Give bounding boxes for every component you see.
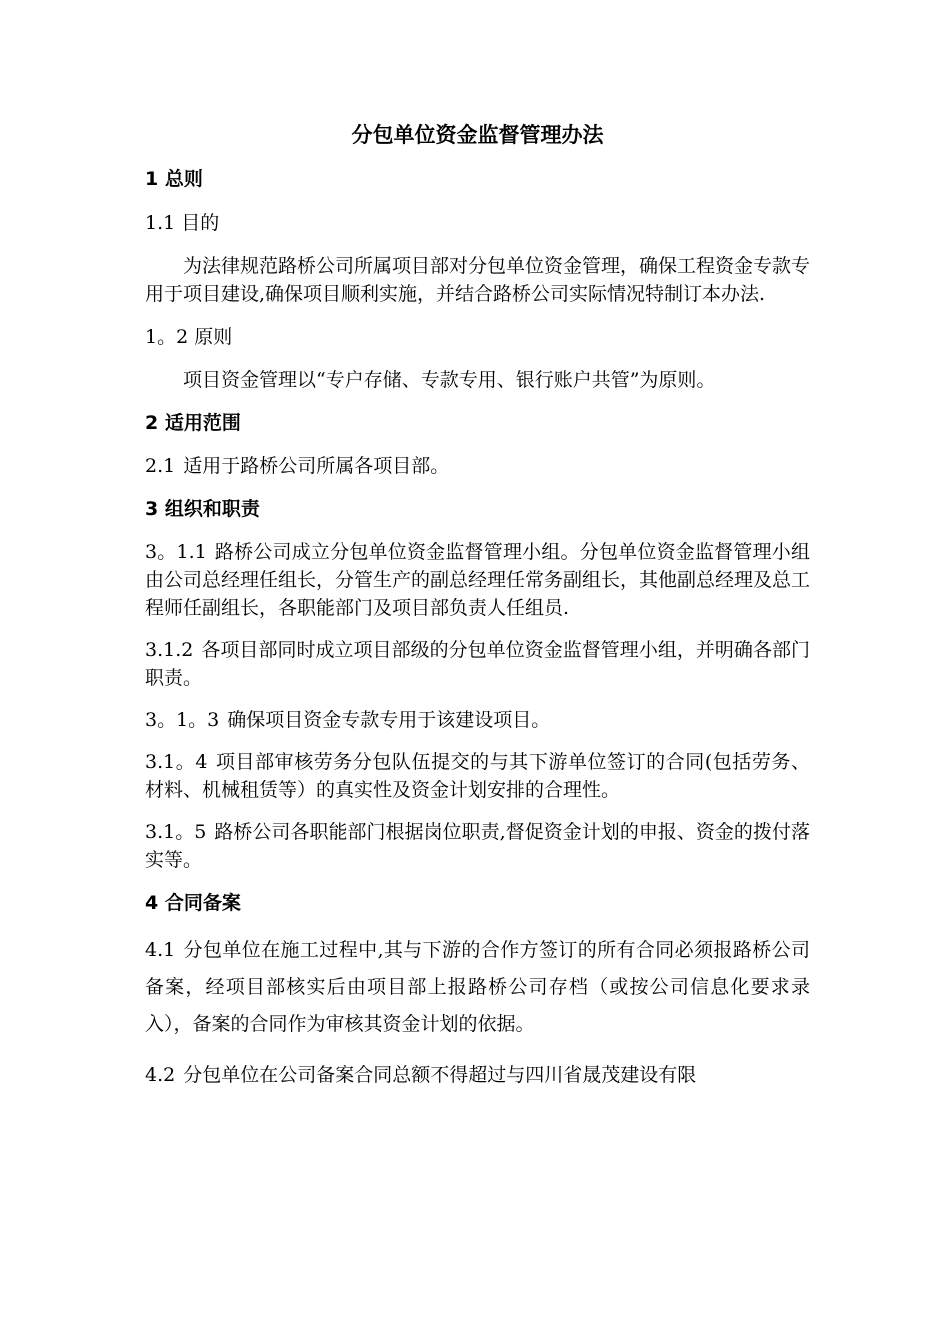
- clause-text: 分包单位在施工过程中,其与下游的合作方签订的所有合同必须报路桥公司备案，经项目部核实后由项目部上报路桥公司存档（或按公司信息化要求录入），备案的合同作为审核其资金计划的依据。: [145, 939, 810, 1035]
- clause-text: 项目部审核劳务分包队伍提交的与其下游单位签订的合同(包括劳务、材料、机械租赁等）的真实性及资金计划安排的合理性。: [145, 751, 810, 801]
- section-4-2-paragraph: [145, 1057, 810, 1094]
- section-3-1-5-paragraph: [145, 818, 810, 874]
- clause-text: 路桥公司成立分包单位资金监督管理小组。分包单位资金监督管理小组由公司总经理任组长，分管生产的副总经理任常务副组长，其他副总经理及总工程师任副组长，各职能部门及项目部负责人任组员.: [145, 541, 811, 619]
- section-3-1-4-paragraph: [145, 748, 810, 804]
- section-4-heading: 4 合同备案: [145, 892, 241, 914]
- document-page: [145, 118, 810, 1108]
- document-title: 分包单位资金监督管理办法: [351, 123, 604, 147]
- clause-number: 4.1: [145, 939, 176, 961]
- section-3-1-3-paragraph: [145, 706, 810, 734]
- clause-number: 2.1: [145, 455, 176, 477]
- section-3-1-2-paragraph: [145, 636, 810, 692]
- section-1-1-heading: 1.1 目的: [145, 212, 220, 234]
- clause-number: 3.1。4: [145, 751, 208, 773]
- clause-number: 3.1。5: [145, 821, 207, 843]
- section-3-1-1-paragraph: [145, 538, 810, 622]
- clause-text: 路桥公司各职能部门根据岗位职责,督促资金计划的申报、资金的拨付落实等。: [145, 821, 810, 871]
- clause-number: 3。1。3: [145, 709, 220, 731]
- section-3-heading: 3 组织和职责: [145, 498, 260, 520]
- clause-number: 4.2: [145, 1064, 176, 1086]
- clause-text: 分包单位在公司备案合同总额不得超过与四川省晟茂建设有限: [183, 1064, 697, 1086]
- clause-number: 3.1.2: [145, 639, 194, 661]
- section-1-heading: 1 总则: [145, 168, 203, 190]
- section-1-2-text: 项目资金管理以“专户存储、专款专用、银行账户共管”为原则。: [183, 369, 716, 391]
- clause-text: 适用于路桥公司所属各项目部。: [183, 455, 450, 477]
- clause-text: 确保项目资金专款专用于该建设项目。: [227, 709, 551, 731]
- section-1-2-heading: 1。2 原则: [145, 326, 233, 348]
- section-2-1-paragraph: [145, 452, 810, 480]
- section-1-1-text: 为法律规范路桥公司所属项目部对分包单位资金管理，确保工程资金专款专用于项目建设,确保项目顺利实施，并结合路桥公司实际情况特制订本办法.: [145, 255, 811, 305]
- section-2-heading: 2 适用范围: [145, 412, 241, 434]
- section-4-1-paragraph: [145, 932, 810, 1043]
- clause-number: 3。1.1: [145, 541, 207, 563]
- clause-text: 各项目部同时成立项目部级的分包单位资金监督管理小组，并明确各部门职责。: [145, 639, 810, 689]
